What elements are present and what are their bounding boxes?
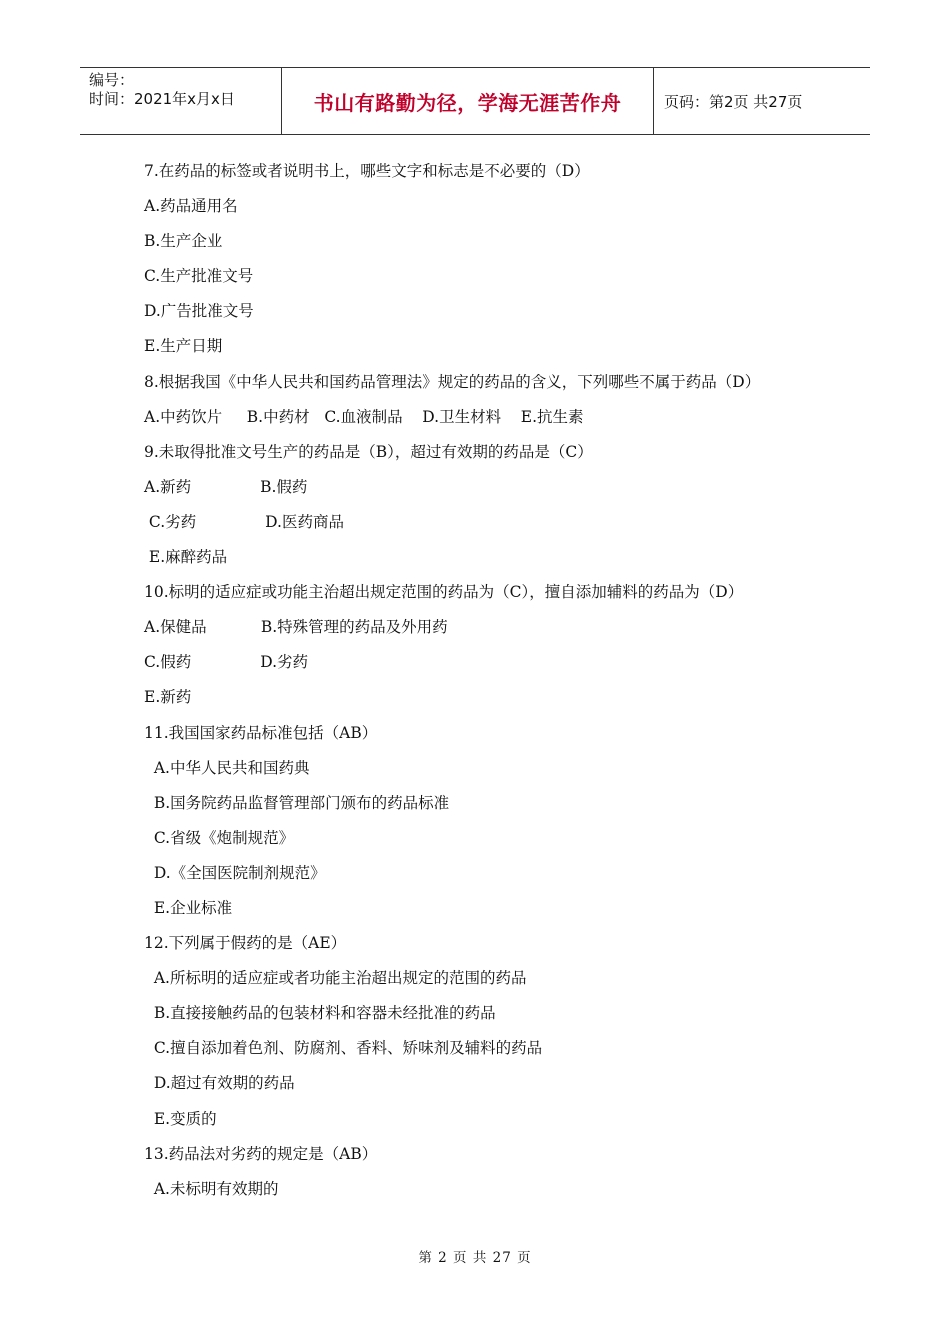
text-line: B.国务院药品监督管理部门颁布的药品标准 — [144, 793, 450, 812]
text-line: C.省级《炮制规范》 — [144, 828, 295, 847]
text-line: 8.根据我国《中华人民共和国药品管理法》规定的药品的含义，下列哪些不属于药品（D） — [144, 372, 761, 391]
text-line: 12.下列属于假药的是（AE） — [144, 934, 347, 953]
text-line: E.变质的 — [144, 1109, 217, 1128]
text-line: C.劣药 D.医药商品 — [144, 512, 344, 531]
text-line: D.《全国医院制剂规范》 — [144, 863, 326, 882]
text-line: E.麻醉药品 — [144, 548, 228, 567]
text-line: D.广告批准文号 — [144, 302, 254, 321]
text-line: A.所标明的适应症或者功能主治超出规定的范围的药品 — [144, 969, 527, 988]
text-line: 7.在药品的标签或者说明书上，哪些文字和标志是不必要的（D） — [144, 162, 590, 180]
text-line: A.保健品 B.特殊管理的药品及外用药 — [144, 618, 448, 637]
header-motto: 书山有路勤为径，学海无涯苦作舟 — [313, 90, 622, 115]
text-line: E.生产日期 — [144, 337, 223, 356]
text-line: 11.我国国家药品标准包括（AB） — [144, 723, 378, 742]
header-motto-cell — [281, 68, 654, 134]
document-body — [144, 158, 844, 1211]
text-line: 10.标明的适应症或功能主治超出规定范围的药品为（C），擅自添加辅料的药品为（D） — [144, 583, 744, 602]
text-line: A.中华人民共和国药典 — [144, 758, 310, 777]
page-header — [80, 67, 870, 135]
text-line: 9.未取得批准文号生产的药品是（B），超过有效期的药品是（C） — [144, 442, 593, 461]
header-page-number: 页码：第2页 共27页 — [664, 92, 803, 111]
text-line: A.药品通用名 — [144, 197, 238, 216]
header-page-cell — [654, 68, 870, 134]
page-footer: 第 2 页 共 27 页 — [418, 1250, 532, 1266]
text-line: E.企业标准 — [144, 898, 233, 917]
document-number-label: 编号： — [89, 71, 135, 89]
text-line: C.假药 D.劣药 — [144, 653, 309, 672]
text-line: C.生产批准文号 — [144, 267, 254, 286]
text-line: C.擅自添加着色剂、防腐剂、香料、矫味剂及辅料的药品 — [144, 1039, 543, 1058]
document-time-label: 时间：2021年x月x日 — [89, 90, 235, 108]
text-line: D.超过有效期的药品 — [144, 1074, 295, 1093]
text-line: 13.药品法对劣药的规定是（AB） — [144, 1144, 378, 1163]
header-meta — [80, 68, 281, 134]
text-line: B.生产企业 — [144, 232, 223, 251]
text-line: A.中药饮片 B.中药材 C.血液制品 D.卫生材料 E.抗生素 — [144, 407, 584, 426]
text-line: A.未标明有效期的 — [144, 1179, 279, 1198]
text-line: A.新药 B.假药 — [144, 477, 308, 496]
text-line: E.新药 — [144, 688, 192, 707]
text-line: B.直接接触药品的包装材料和容器未经批准的药品 — [144, 1004, 496, 1023]
